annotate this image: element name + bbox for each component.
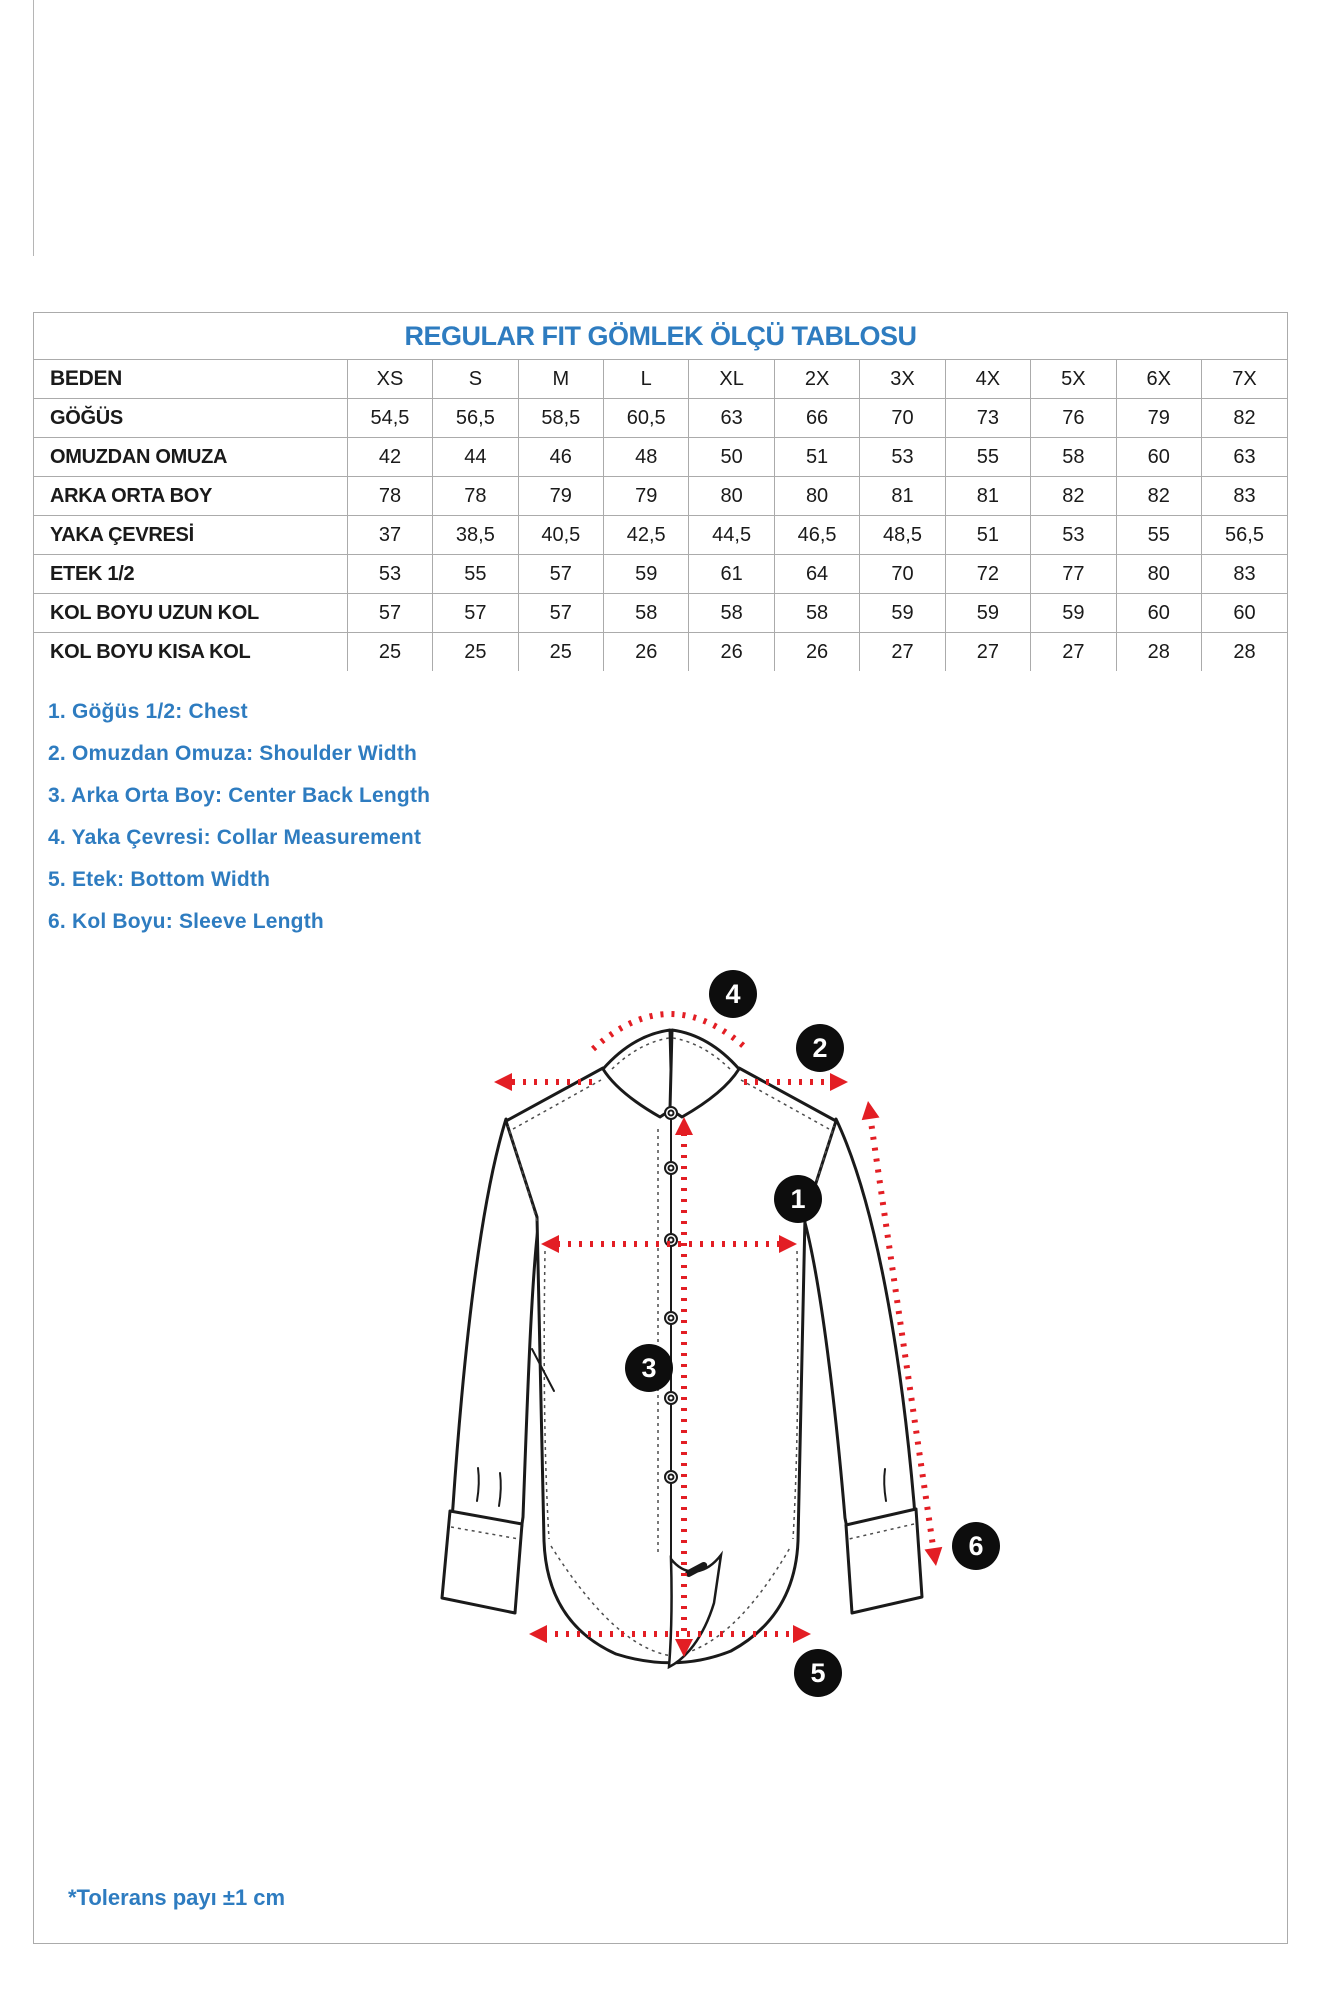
size-value-cell: 56,5 bbox=[1201, 516, 1287, 555]
size-value-cell: 57 bbox=[518, 594, 603, 633]
size-value-cell: 51 bbox=[774, 438, 859, 477]
size-value-cell: 70 bbox=[860, 399, 945, 438]
size-column-header: S bbox=[433, 360, 518, 399]
size-column-header: XL bbox=[689, 360, 774, 399]
size-value-cell: 51 bbox=[945, 516, 1030, 555]
legend-item: 1. Göğüs 1/2: Chest bbox=[48, 700, 248, 723]
table-header-row bbox=[34, 360, 1287, 399]
chart-title: REGULAR FIT GÖMLEK ÖLÇÜ TABLOSU bbox=[34, 313, 1287, 360]
size-value-cell: 60 bbox=[1116, 594, 1201, 633]
legend-item: 6. Kol Boyu: Sleeve Length bbox=[48, 910, 324, 933]
size-value-cell: 44 bbox=[433, 438, 518, 477]
size-value-cell: 53 bbox=[860, 438, 945, 477]
size-value-cell: 25 bbox=[518, 633, 603, 672]
row-label: GÖĞÜS bbox=[34, 399, 347, 438]
row-label: KOL BOYU UZUN KOL bbox=[34, 594, 347, 633]
size-value-cell: 61 bbox=[689, 555, 774, 594]
size-value-cell: 48,5 bbox=[860, 516, 945, 555]
badge-3: 3 bbox=[625, 1344, 673, 1392]
size-column-header: 7X bbox=[1201, 360, 1287, 399]
size-value-cell: 70 bbox=[860, 555, 945, 594]
badge-1: 1 bbox=[774, 1175, 822, 1223]
size-value-cell: 57 bbox=[433, 594, 518, 633]
size-value-cell: 42,5 bbox=[604, 516, 689, 555]
size-value-cell: 46 bbox=[518, 438, 603, 477]
size-column-header: 6X bbox=[1116, 360, 1201, 399]
size-value-cell: 26 bbox=[604, 633, 689, 672]
size-value-cell: 46,5 bbox=[774, 516, 859, 555]
size-value-cell: 56,5 bbox=[433, 399, 518, 438]
size-value-cell: 80 bbox=[1116, 555, 1201, 594]
measurement-row bbox=[34, 633, 1287, 672]
size-value-cell: 58 bbox=[774, 594, 859, 633]
size-value-cell: 50 bbox=[689, 438, 774, 477]
row-label: ARKA ORTA BOY bbox=[34, 477, 347, 516]
size-value-cell: 53 bbox=[347, 555, 432, 594]
size-value-cell: 48 bbox=[604, 438, 689, 477]
size-value-cell: 26 bbox=[689, 633, 774, 672]
size-value-cell: 81 bbox=[945, 477, 1030, 516]
legend-item: 4. Yaka Çevresi: Collar Measurement bbox=[48, 826, 422, 849]
size-value-cell: 55 bbox=[1116, 516, 1201, 555]
size-value-cell: 26 bbox=[774, 633, 859, 672]
size-value-cell: 54,5 bbox=[347, 399, 432, 438]
badge-5: 5 bbox=[794, 1649, 842, 1697]
row-label: YAKA ÇEVRESİ bbox=[34, 516, 347, 555]
size-value-cell: 25 bbox=[433, 633, 518, 672]
shirt-diagram bbox=[381, 961, 1041, 1741]
row-label: ETEK 1/2 bbox=[34, 555, 347, 594]
size-value-cell: 60 bbox=[1116, 438, 1201, 477]
size-value-cell: 73 bbox=[945, 399, 1030, 438]
size-value-cell: 83 bbox=[1201, 477, 1287, 516]
size-value-cell: 59 bbox=[945, 594, 1030, 633]
legend-item: 5. Etek: Bottom Width bbox=[48, 868, 271, 891]
size-value-cell: 27 bbox=[945, 633, 1030, 672]
size-value-cell: 79 bbox=[604, 477, 689, 516]
measurement-row bbox=[34, 594, 1287, 633]
page-edge-line bbox=[33, 0, 34, 256]
size-value-cell: 59 bbox=[604, 555, 689, 594]
tolerance-footnote: *Tolerans payı ±1 cm bbox=[68, 1885, 286, 1910]
size-value-cell: 27 bbox=[1031, 633, 1116, 672]
size-value-cell: 64 bbox=[774, 555, 859, 594]
size-value-cell: 40,5 bbox=[518, 516, 603, 555]
size-value-cell: 58 bbox=[604, 594, 689, 633]
size-value-cell: 80 bbox=[774, 477, 859, 516]
size-column-header: 5X bbox=[1031, 360, 1116, 399]
size-value-cell: 81 bbox=[860, 477, 945, 516]
size-value-cell: 79 bbox=[518, 477, 603, 516]
size-value-cell: 79 bbox=[1116, 399, 1201, 438]
size-column-header: L bbox=[604, 360, 689, 399]
legend-item: 3. Arka Orta Boy: Center Back Length bbox=[48, 784, 431, 807]
size-value-cell: 63 bbox=[689, 399, 774, 438]
measurement-row bbox=[34, 555, 1287, 594]
badge-4: 4 bbox=[709, 970, 757, 1018]
size-value-cell: 78 bbox=[347, 477, 432, 516]
size-value-cell: 82 bbox=[1201, 399, 1287, 438]
size-value-cell: 25 bbox=[347, 633, 432, 672]
size-value-cell: 53 bbox=[1031, 516, 1116, 555]
size-value-cell: 58 bbox=[1031, 438, 1116, 477]
size-column-header: M bbox=[518, 360, 603, 399]
badge-6: 6 bbox=[952, 1522, 1000, 1570]
size-table bbox=[34, 360, 1287, 671]
size-value-cell: 28 bbox=[1116, 633, 1201, 672]
measurement-legend bbox=[48, 691, 430, 943]
measurement-row bbox=[34, 516, 1287, 555]
legend-item: 2. Omuzdan Omuza: Shoulder Width bbox=[48, 742, 418, 765]
size-value-cell: 28 bbox=[1201, 633, 1287, 672]
size-value-cell: 77 bbox=[1031, 555, 1116, 594]
size-value-cell: 57 bbox=[518, 555, 603, 594]
row-label: OMUZDAN OMUZA bbox=[34, 438, 347, 477]
size-value-cell: 55 bbox=[945, 438, 1030, 477]
size-value-cell: 83 bbox=[1201, 555, 1287, 594]
size-value-cell: 59 bbox=[860, 594, 945, 633]
size-value-cell: 57 bbox=[347, 594, 432, 633]
size-value-cell: 58,5 bbox=[518, 399, 603, 438]
size-value-cell: 55 bbox=[433, 555, 518, 594]
size-value-cell: 82 bbox=[1116, 477, 1201, 516]
measurement-row bbox=[34, 477, 1287, 516]
size-value-cell: 72 bbox=[945, 555, 1030, 594]
size-chart-panel bbox=[33, 312, 1288, 1944]
size-value-cell: 78 bbox=[433, 477, 518, 516]
size-value-cell: 27 bbox=[860, 633, 945, 672]
size-value-cell: 63 bbox=[1201, 438, 1287, 477]
shirt-technical-drawing bbox=[381, 961, 1041, 1741]
size-value-cell: 44,5 bbox=[689, 516, 774, 555]
size-value-cell: 60,5 bbox=[604, 399, 689, 438]
size-value-cell: 76 bbox=[1031, 399, 1116, 438]
row-label: KOL BOYU KISA KOL bbox=[34, 633, 347, 672]
size-value-cell: 60 bbox=[1201, 594, 1287, 633]
measurement-row bbox=[34, 438, 1287, 477]
size-column-header: XS bbox=[347, 360, 432, 399]
size-column-header: 4X bbox=[945, 360, 1030, 399]
size-value-cell: 58 bbox=[689, 594, 774, 633]
badge-2: 2 bbox=[796, 1024, 844, 1072]
size-column-header: 3X bbox=[860, 360, 945, 399]
measurement-row bbox=[34, 399, 1287, 438]
size-value-cell: 37 bbox=[347, 516, 432, 555]
size-column-header: 2X bbox=[774, 360, 859, 399]
size-value-cell: 66 bbox=[774, 399, 859, 438]
size-value-cell: 59 bbox=[1031, 594, 1116, 633]
size-value-cell: 42 bbox=[347, 438, 432, 477]
header-cell-beden: BEDEN bbox=[34, 360, 347, 399]
size-value-cell: 82 bbox=[1031, 477, 1116, 516]
size-value-cell: 80 bbox=[689, 477, 774, 516]
size-value-cell: 38,5 bbox=[433, 516, 518, 555]
